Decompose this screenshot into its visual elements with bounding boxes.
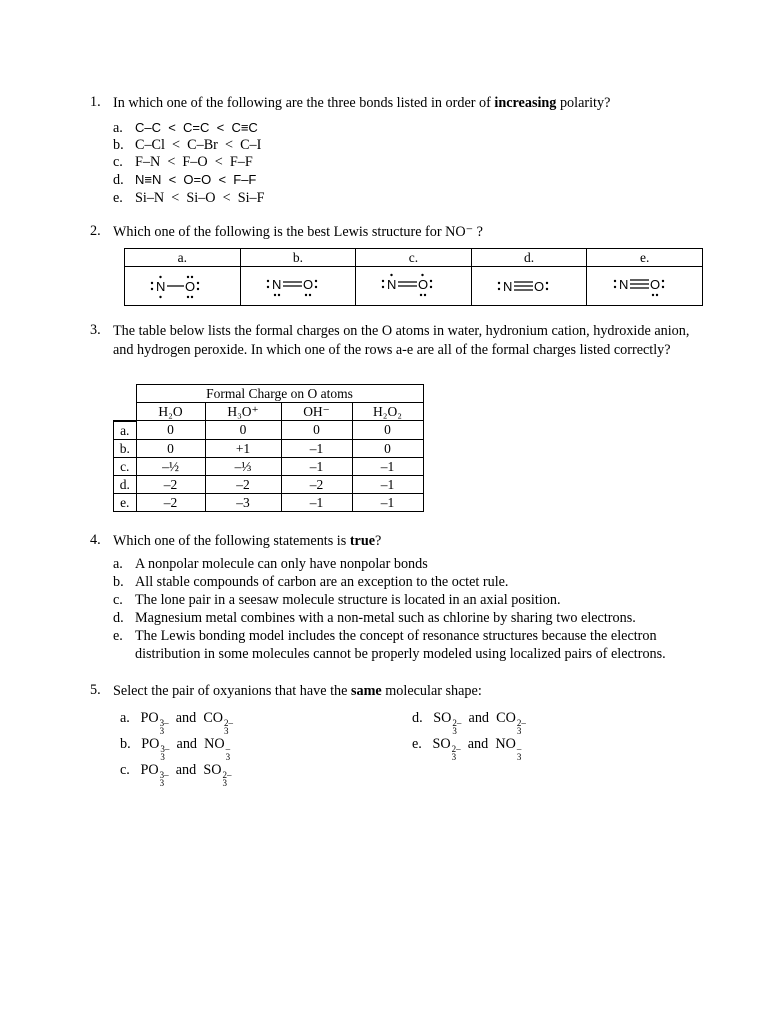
question-number: 1. — [90, 94, 101, 110]
option-c[interactable]: c. PO 3– 3 and SO 2– 3 — [120, 762, 232, 788]
question-text: Select the pair of oxyanions that have the same molecular shape: — [113, 683, 482, 699]
ion-2: NO – 3 — [204, 736, 231, 762]
table-row[interactable]: e. –2 –3 –1 –1 — [114, 493, 424, 511]
lewis-option-e[interactable] — [587, 267, 703, 306]
question-text: Which one of the following is the best Lewis structure for NO⁻ ? — [113, 224, 483, 240]
lewis-option-d[interactable] — [471, 267, 587, 306]
option-a[interactable]: a. PO 3– 3 and CO 2– 3 — [120, 710, 234, 736]
row-label: d. — [114, 475, 137, 493]
lewis-structure-b — [258, 269, 338, 303]
header-b: b. — [240, 249, 356, 267]
ion-1: PO 3– 3 — [140, 710, 169, 736]
atom-n: N — [156, 279, 166, 294]
ion-1: PO 3– 3 — [140, 762, 169, 788]
atom-o: O — [185, 279, 196, 294]
atom-o: O — [302, 277, 314, 292]
ion-2: CO 2– 3 — [496, 710, 526, 736]
ion-2: NO – 3 — [495, 736, 522, 762]
ion-1: PO 3– 3 — [141, 736, 170, 762]
atom-n: N — [503, 279, 513, 294]
question-number: 4. — [90, 532, 101, 548]
row-label: b. — [114, 439, 137, 457]
ion-2: SO 2– 3 — [203, 762, 232, 788]
question-text: Which one of the following statements is true? — [113, 533, 382, 549]
atom-o: O — [649, 277, 660, 292]
option-d[interactable]: d. SO 2– 3 and CO 2– 3 — [412, 710, 526, 736]
atom-n: N — [387, 277, 397, 292]
formal-charge-table — [113, 384, 424, 512]
option-e-continued: distribution in some molecules cannot be properly modeled using localized pairs of electrons. — [135, 646, 666, 662]
lewis-structure-d — [489, 269, 569, 303]
option-b[interactable]: b. PO 3– 3 and NO – 3 — [120, 736, 231, 762]
atom-n: N — [271, 277, 282, 292]
ion-2: CO 2– 3 — [203, 710, 234, 736]
column-header: H₂O — [136, 403, 205, 421]
lewis-option-b[interactable] — [240, 267, 356, 306]
header-a: a. — [125, 249, 241, 267]
atom-o: O — [418, 277, 429, 292]
question-number: 3. — [90, 322, 101, 338]
header-c: c. — [356, 249, 472, 267]
column-header: H₃O⁺ — [205, 403, 281, 421]
atom-n: N — [618, 277, 629, 292]
lewis-structure-c — [373, 269, 453, 303]
header-d: d. — [471, 249, 587, 267]
question-number: 5. — [90, 682, 101, 698]
lewis-structure-table — [124, 248, 703, 306]
lewis-structure-e — [605, 269, 685, 303]
lewis-option-c[interactable] — [356, 267, 472, 306]
table-row[interactable]: c. –½ –⅓ –1 –1 — [114, 457, 424, 475]
question-text: In which one of the following are the three bonds listed in order of increasing polarity? — [113, 95, 611, 111]
row-label: c. — [114, 457, 137, 475]
table-row[interactable]: a. 0 0 0 0 — [114, 421, 424, 440]
ion-1: SO 2– 3 — [432, 736, 461, 762]
column-header: OH⁻ — [281, 403, 352, 421]
atom-o: O — [534, 279, 545, 294]
option-e[interactable]: e. SO 2– 3 and NO – 3 — [412, 736, 522, 762]
table-title: Formal Charge on O atoms — [136, 385, 423, 403]
lewis-option-a[interactable] — [125, 267, 241, 306]
question-number: 2. — [90, 223, 101, 239]
lewis-structure-a — [142, 269, 222, 303]
column-header: H₂O₂ — [352, 403, 423, 421]
row-label: a. — [114, 421, 137, 440]
ion-1: SO 2– 3 — [433, 710, 462, 736]
table-row[interactable]: d. –2 –2 –2 –1 — [114, 475, 424, 493]
row-label: e. — [114, 493, 137, 511]
table-row[interactable]: b. 0 +1 –1 0 — [114, 439, 424, 457]
header-e: e. — [587, 249, 703, 267]
question-text: The table below lists the formal charges on the O atoms in water, hydronium cation, hydroxide anion, and hydrogen peroxide. In which one of the rows a-e are all of the formal charges listed correctly? — [113, 323, 690, 358]
